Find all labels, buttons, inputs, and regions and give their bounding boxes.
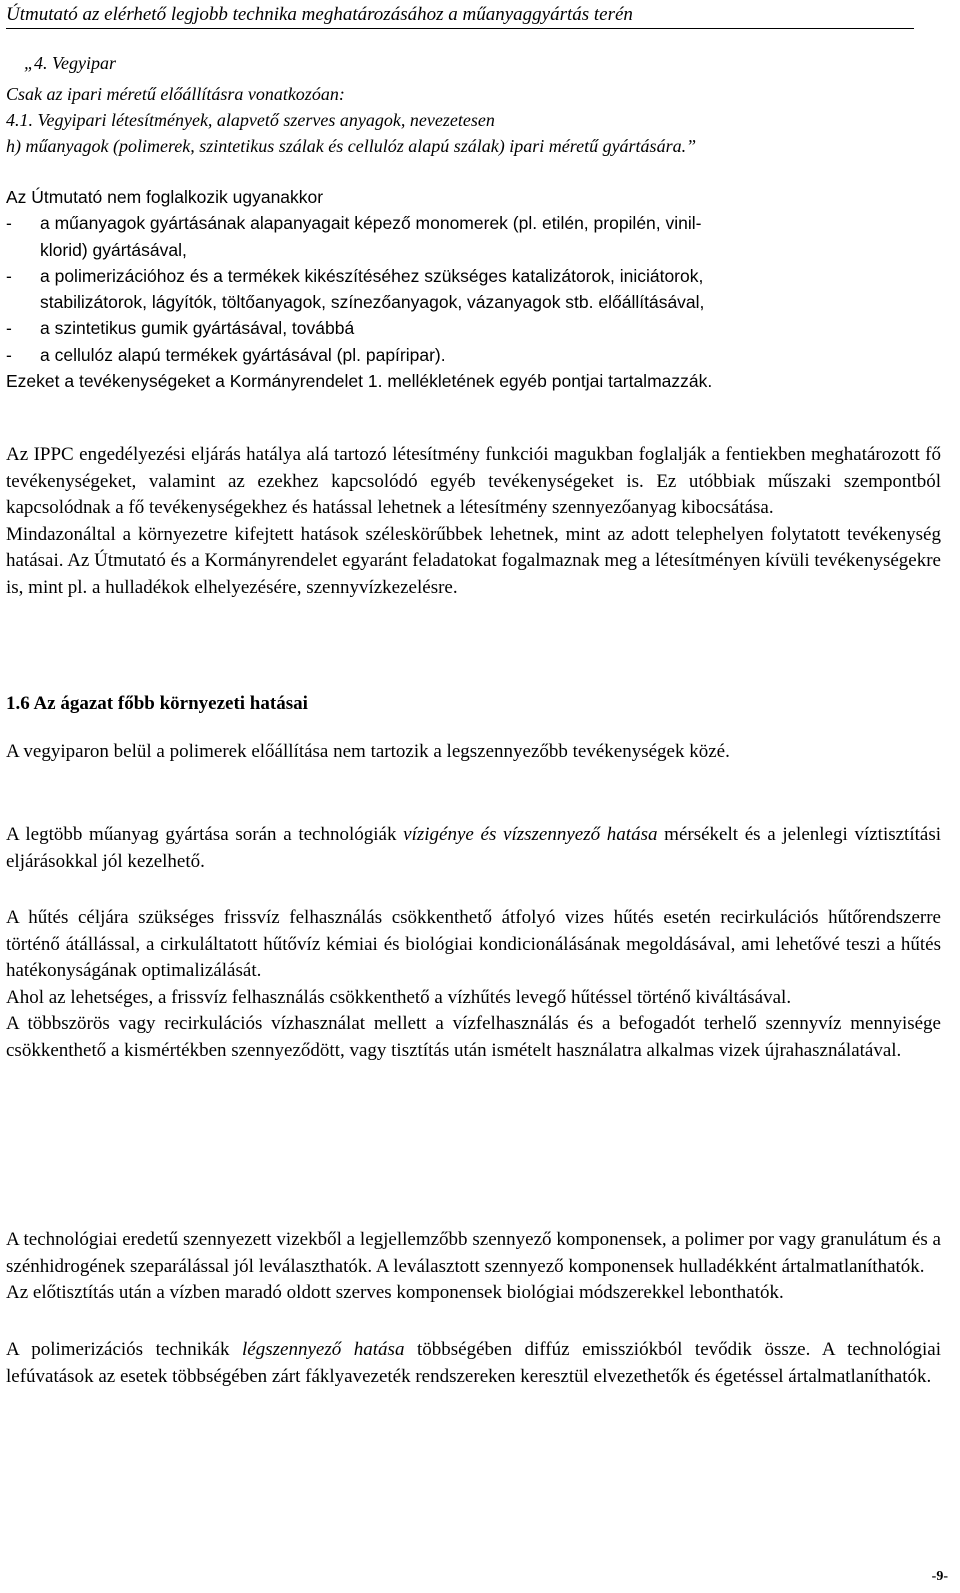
quote-heading: „4. Vegyipar bbox=[24, 53, 116, 73]
page-number: -9- bbox=[931, 1569, 948, 1584]
text-run: többségében diffúz emissziókból tevődik össze. A technológiai lefúvatások az esetek többségében zárt fáklyavezeték rendszereken keresztül elvezethetők és égetéssel ártalmatlaníthatók. bbox=[6, 1339, 941, 1387]
paragraph: Mindazonáltal a környezetre kifejtett hatások széleskörűbbek lehetnek, mint az adott telephelyen folytatott tevékenység hatásai. Az Útmutató és a Kormányrendelet egyaránt feladatokat fogalmaznak meg a létesítményen kívüli tevékenységekre is, mint pl. a hulladékok elhelyezésére, szennyvízkezelésre. bbox=[6, 523, 941, 598]
paragraph: A vegyiparon belül a polimerek előállítása nem tartozik a legszennyezőbb tevékenységek közé. bbox=[6, 741, 730, 762]
exclusion-text: a műanyagok gyártásának alapanyagait képező monomerek (pl. etilén, propilén, vinil- bbox=[40, 213, 702, 234]
paragraph: Az előtisztítás után a vízben maradó oldott szerves komponensek biológiai módszerekkel lebonthatók. bbox=[6, 1282, 784, 1304]
exclusion-item bbox=[6, 342, 940, 368]
dash-bullet: - bbox=[6, 265, 12, 286]
water-section bbox=[6, 822, 941, 875]
tech-water-section bbox=[6, 1227, 941, 1307]
paragraph: A többszörös vagy recirkulációs vízhasználat mellett a vízfelhasználás és a befogadót terhelő szennyvíz mennyisége csökkenthető a kismértékben szennyeződött, vagy tisztítás után ismételt használatra alkalmas vizek újrahasználatával. bbox=[6, 1013, 941, 1061]
cooling-section bbox=[6, 905, 941, 1065]
exclusion-text: a polimerizációhoz és a termékek kikészítéséhez szükséges katalizátorok, iniciátorok, bbox=[40, 265, 704, 286]
paragraph: A technológiai eredetű szennyezett vizekből a legjellemzőbb szennyező komponensek, a polimer por vagy granulátum és a szénhidrogének szeparálással jól leválaszthatók. A leválasztott szennyező komponensek hulladékként ártalmatlaníthatók. bbox=[6, 1229, 941, 1277]
dash-bullet: - bbox=[6, 344, 12, 365]
exclusions-block bbox=[6, 184, 940, 394]
exclusion-text: stabilizátorok, lágyítók, töltőanyagok, színezőanyagok, vázanyagok stb. előállításával, bbox=[40, 292, 705, 313]
paragraph: A hűtés céljára szükséges frissvíz felhasználás csökkenthető átfolyó vizes hűtés esetén recirkulációs hűtőrendszerre történő átállással, a cirkuláltatott hűtővíz kémiai és biológiai kondicionálásának megoldásával, ami lehetővé teszi a hűtés hatékonyságának optimalizálását. bbox=[6, 907, 941, 982]
emphasis: vízigénye és vízszennyező hatása bbox=[403, 824, 658, 845]
quote-line: 4.1. Vegyipari létesítmények, alapvető szerves anyagok, nevezetesen bbox=[6, 110, 495, 130]
text-run: A polimerizációs technikák bbox=[6, 1339, 243, 1360]
exclusion-text: a szintetikus gumik gyártásával, továbbá bbox=[40, 318, 355, 339]
exclusion-item bbox=[6, 263, 940, 316]
paragraph: Ahol az lehetséges, a frissvíz felhasználás csökkenthető a vízhűtés levegő hűtéssel történő kiváltásával. bbox=[6, 986, 792, 1008]
section-heading: 1.6 Az ágazat főbb környezeti hatásai bbox=[6, 693, 308, 714]
air-section bbox=[6, 1337, 941, 1390]
exclusion-text: a cellulóz alapú termékek gyártásával (pl. papíripar). bbox=[40, 344, 446, 365]
ippc-section bbox=[6, 442, 941, 602]
paragraph bbox=[6, 1337, 941, 1390]
quoted-scope-block bbox=[6, 50, 946, 159]
exclusions-closing: Ezeket a tevékenységeket a Kormányrendelet 1. mellékletének egyéb pontjai tartalmazzák. bbox=[6, 371, 713, 392]
text-run: mérsékelt és a jelenlegi víztisztítási eljárásokkal jól kezelhető. bbox=[6, 824, 941, 872]
text-run: A legtöbb műanyag gyártása során a technológiák bbox=[6, 824, 404, 845]
exclusions-intro: Az Útmutató nem foglalkozik ugyanakkor bbox=[6, 187, 324, 207]
paragraph: Az IPPC engedélyezési eljárás hatálya alá tartozó létesítmény funkciói magukban foglalják a fentiekben meghatározott fő tevékenységeket, valamint az ezekhez kapcsolódó egyéb tevékenységeket is. Ez utóbbiak műszaki szempontból kapcsolódnak a fő tevékenységekhez és hatással lehetnek a létesítmény szennyezőanyag kibocsátása. bbox=[6, 444, 941, 519]
exclusion-item bbox=[6, 210, 940, 263]
paragraph bbox=[6, 822, 941, 875]
impact-section bbox=[6, 739, 941, 766]
exclusion-text: klorid) gyártásával, bbox=[40, 239, 187, 260]
dash-bullet: - bbox=[6, 213, 12, 234]
dash-bullet: - bbox=[6, 318, 12, 339]
emphasis: légszennyező hatása bbox=[242, 1339, 405, 1360]
quote-line: h) műanyagok (polimerek, szintetikus szálak és cellulóz alapú szálak) ipari méretű gyártására.” bbox=[6, 136, 697, 156]
exclusion-item bbox=[6, 315, 940, 341]
running-header: Útmutató az elérhető legjobb technika meghatározásához a műanyaggyártás terén bbox=[6, 3, 914, 29]
quote-line: Csak az ipari méretű előállításra vonatkozóan: bbox=[6, 84, 345, 104]
